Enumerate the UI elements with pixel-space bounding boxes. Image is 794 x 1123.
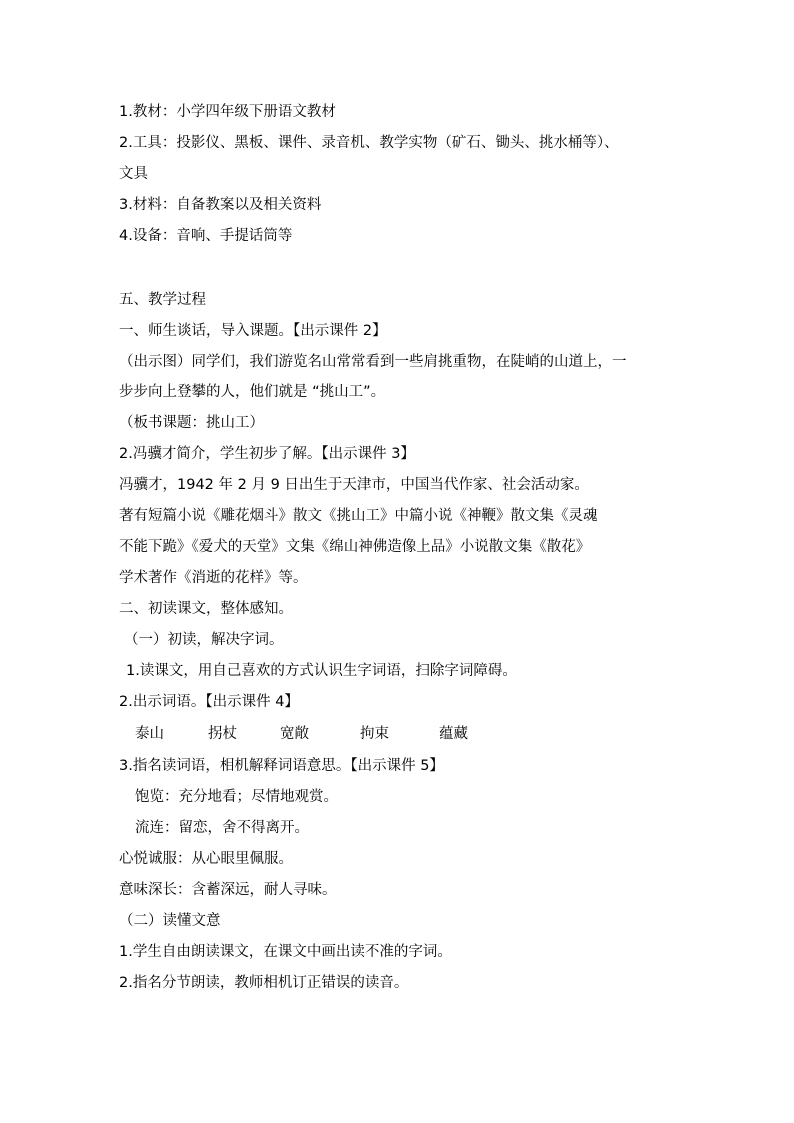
part1-paragraph-line-2: 步步向上登攀的人，他们就是 “挑山工”。 (119, 384, 386, 400)
author-bio: 冯骥才，1942 年 2 月 9 日出生于天津市，中国当代作家、社会活动家。 (119, 477, 589, 493)
works-line-3: 学术著作《消逝的花样》等。 (119, 570, 308, 586)
part1-item-2: 2.冯骥才简介，学生初步了解。【出示课件 3】 (119, 446, 415, 462)
definition-2: 流连：留恋，舍不得离开。 (135, 820, 309, 836)
works-line-1: 著有短篇小说《雕花烟斗》散文《挑山工》中篇小说《神鞭》散文集《灵魂 (119, 508, 598, 524)
definition-3: 心悦诚服：从心眼里佩服。 (119, 851, 293, 867)
sub1-title: （一）初读，解决字词。 (124, 632, 284, 648)
sub1-item-3: 3.指名读词语，相机解释词语意思。【出示课件 5】 (119, 758, 444, 774)
materials-line-4: 4.设备：音响、手提话筒等 (119, 228, 293, 244)
part1-title: 一、师生谈话，导入课题。【出示课件 2】 (119, 323, 387, 339)
part2-title: 二、初读课文，整体感知。 (119, 601, 293, 617)
definition-1: 饱览：充分地看；尽情地观赏。 (135, 789, 338, 805)
works-line-2: 不能下跪》《爱犬的天堂》文集《绵山神佛造像上品》小说散文集《散花》 (119, 539, 591, 555)
sub1-item-2: 2.出示词语。【出示课件 4】 (119, 694, 299, 710)
part1-paragraph-line-1: （出示图）同学们，我们游览名山常常看到一些肩挑重物，在陡峭的山道上，一 (119, 354, 627, 370)
vocab-word: 蕴藏 (439, 726, 468, 742)
vocab-word: 泰山 (135, 726, 164, 742)
vocab-word: 拘束 (360, 726, 389, 742)
materials-line-3: 3.材料：自备教案以及相关资料 (119, 197, 322, 213)
sub1-item-1: 1.读课文，用自己喜欢的方式认识生字词语，扫除字词障碍。 (126, 663, 517, 679)
materials-line-1: 1.教材：小学四年级下册语文教材 (119, 104, 336, 120)
sub2-item-2: 2.指名分节朗读，教师相机订正错误的读音。 (119, 975, 409, 991)
sub2-title: （二）读懂文意 (119, 913, 221, 929)
section-heading: 五、教学过程 (119, 292, 206, 308)
materials-line-2: 2.工具：投影仪、黑板、课件、录音机、教学实物（矿石、锄头、挑水桶等）、 (119, 135, 619, 151)
materials-line-2-cont: 文具 (119, 166, 148, 182)
sub2-item-1: 1.学生自由朗读课文，在课文中画出读不准的字词。 (119, 944, 452, 960)
vocab-word: 拐杖 (208, 726, 237, 742)
part1-board-note: （板书课题：挑山工） (119, 415, 264, 431)
definition-4: 意味深长：含蓄深远，耐人寻味。 (119, 882, 337, 898)
vocab-word: 宽敞 (280, 726, 309, 742)
